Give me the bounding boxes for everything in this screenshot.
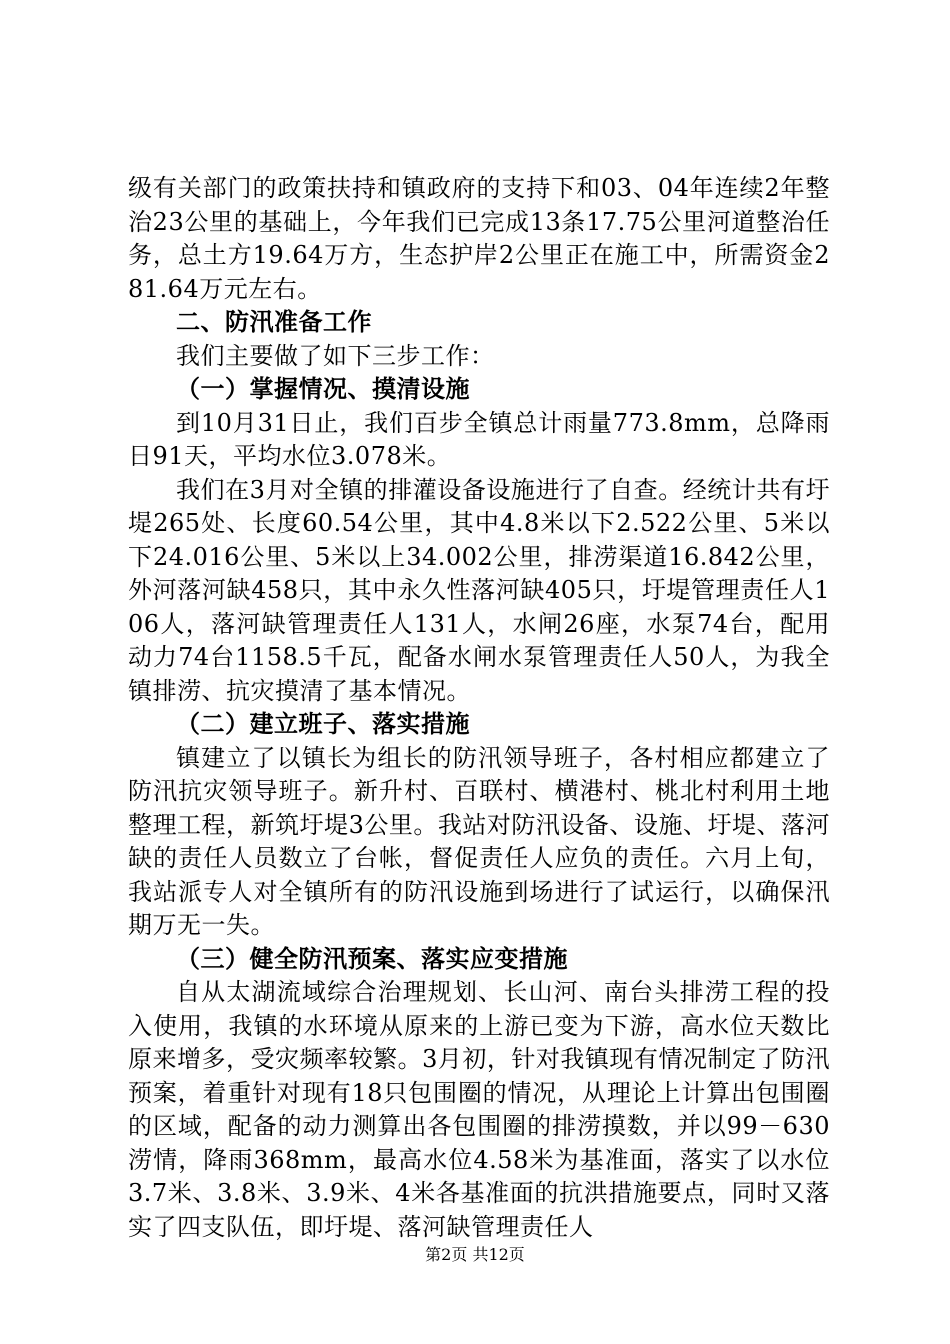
page-footer: 第2页 共12页: [425, 1245, 525, 1264]
paragraph-river-regulation: 级有关部门的政策扶持和镇政府的支持下和03、04年连续2年整治23公里的基础上，今年我们已完成13条17.75公里河道整治任务，总土方19.64万方，生态护岸2公里正在施工中，所需资金281.64万元左右。: [128, 174, 830, 303]
paragraph-three-steps: 我们主要做了如下三步工作：: [176, 341, 495, 370]
subheading-3: （三）健全防汛预案、落实应变措施: [176, 944, 568, 973]
subheading-2: （二）建立班子、落实措施: [176, 710, 470, 738]
paragraph-leadership-team: 镇建立了以镇长为组长的防汛领导班子，各村相应都建立了防汛抗灾领导班子。新升村、百联村、横港村、桃北村利用土地整理工程，新筑圩堤3公里。我站对防汛设备、设施、圩堤、落河缺的责任人员数立了台帐，督促责任人应负的责任。六月上旬，我站派专人对全镇所有的防汛设施到场进行了试运行，以确保汛期万无一失。: [128, 743, 830, 939]
subheading-1: （一）掌握情况、摸清设施: [176, 375, 470, 403]
paragraph-rainfall: 到10月31日止，我们百步全镇总计雨量773.8mm，总降雨日91天，平均水位3.078米。: [128, 408, 830, 470]
paragraph-facility-survey: 我们在3月对全镇的排灌设备设施进行了自查。经统计共有圩堤265处、长度60.54公里，其中4.8米以下2.522公里、5米以下24.016公里、5米以上34.002公里，排涝渠道16.842公里，外河落河缺458只，其中永久性落河缺405只，圩堤管理责任人106人，落河缺管理责任人131人，水闸26座，水泵74台，配用动力74台1158.5千瓦，配备水闸水泵管理责任人50人，为我全镇排涝、抗灾摸清了基本情况。: [128, 475, 830, 705]
section-heading-flood-prep: 二、防汛准备工作: [176, 308, 372, 336]
paragraph-flood-plan: 自从太湖流域综合治理规划、长山河、南台头排涝工程的投入使用，我镇的水环境从原来的上游已变为下游，高水位天数比原来增多，受灾频率较繁。3月初，针对我镇现有情况制定了防汛预案，着重针对现有18只包围圈的情况，从理论上计算出包围圈的区域，配备的动力测算出各包围圈的排涝摸数，并以99－630涝情，降雨368mm，最高水位4.58米为基准面，落实了以水位3.7米、3.8米、3.9米、4米各基准面的抗洪措施要点，同时又落实了四支队伍，即圩堤、落河缺管理责任人: [128, 978, 830, 1241]
document-body: [128, 172, 830, 1244]
